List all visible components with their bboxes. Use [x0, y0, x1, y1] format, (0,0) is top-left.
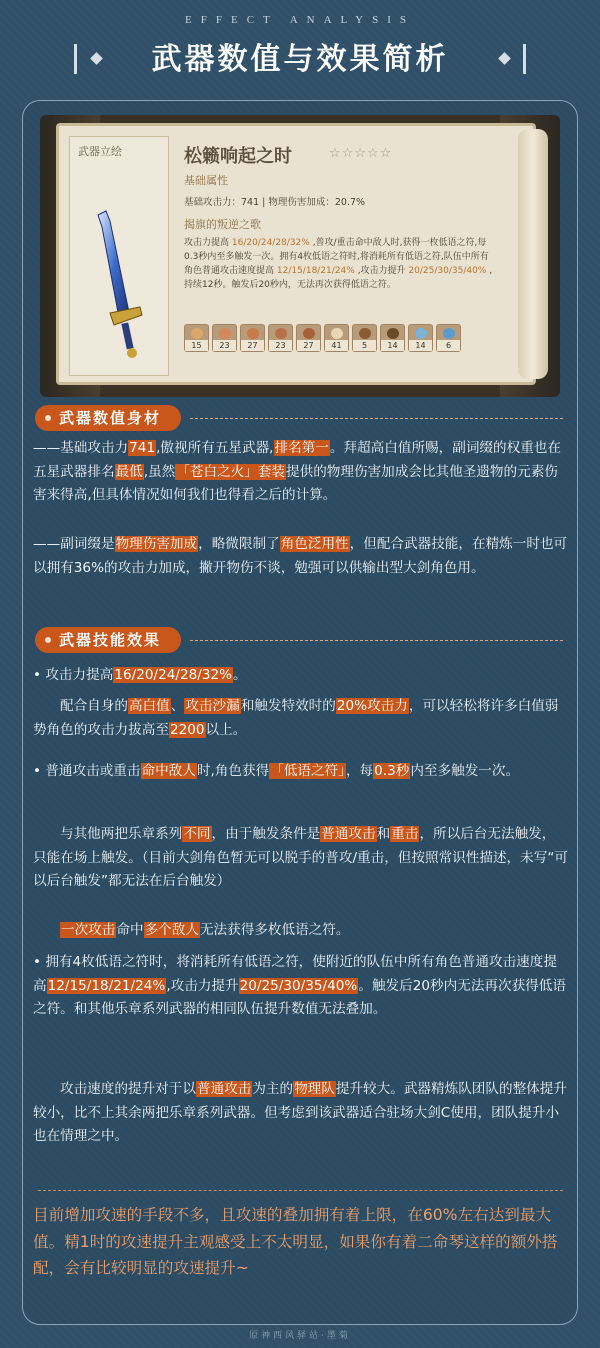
skill-title: 揭旗的叛逆之歌: [184, 218, 261, 231]
highlight-text: 高白值: [128, 698, 170, 714]
header: [0, 0, 600, 100]
material-icon: [359, 328, 371, 339]
highlight-text: 20%攻击力: [336, 698, 408, 714]
material-count: 5: [353, 340, 376, 351]
highlight-text: 多个敌人: [144, 922, 199, 938]
highlight-text: 16/20/24/28/32%: [114, 667, 233, 683]
body-text: ，略微限制了: [198, 536, 280, 552]
body-text: 命中: [116, 922, 144, 938]
body-text: 和: [376, 826, 391, 842]
material-slot: [324, 324, 349, 352]
material-slot: [380, 324, 405, 352]
section-title-numbers: 武器数值身材: [35, 405, 181, 431]
material-count: 14: [409, 340, 432, 351]
body-text: ，每: [345, 763, 374, 779]
material-count: 41: [325, 340, 348, 351]
highlight-text: 20/25/30/35/40%: [239, 977, 358, 994]
material-icon: [247, 328, 259, 339]
material-count: 6: [437, 340, 460, 351]
sword-icon: [80, 207, 160, 367]
material-count: 15: [185, 340, 208, 351]
highlight-text: 「低语之符」: [270, 763, 345, 779]
body-text: ,虽然: [143, 463, 176, 480]
material-slot: [408, 324, 433, 352]
material-slot: [268, 324, 293, 352]
scroll-roll: [518, 129, 548, 379]
highlight-text: 排名第一: [274, 440, 329, 456]
skill-point-2: [33, 760, 568, 784]
material-slot: [352, 324, 377, 352]
body-text: 和触发特效时的: [240, 698, 336, 714]
skill-text: ,攻击力提升: [354, 266, 409, 276]
body-text: 配合自身的: [60, 698, 128, 714]
material-icon: [219, 328, 231, 339]
body-text: ,傲视所有五星武器,: [156, 440, 274, 456]
body-text: 。: [233, 667, 247, 683]
section-line: [190, 640, 563, 641]
skill-text: ,普攻/重击命中敌人时,获得一枚低语之符,每0.3秒内至多触发一次。拥有4枚低语之符时,将消耗所有低语之符,队伍中所有角色普通攻击速度提高: [184, 238, 489, 276]
body-text: 时,角色获得: [196, 763, 270, 779]
summary-text: 目前增加攻速的手段不多，且攻速的叠加拥有着上限，在60%左右达到最大值。精1时的攻速提升主观感受上不太明显，如果你有着二命琴这样的额外搭配，会有比较明显的攻速提升~: [33, 1206, 558, 1277]
highlight-text: 「苍白之火」套装: [176, 463, 286, 480]
highlight-text: 12/15/18/21/24%: [47, 977, 166, 994]
material-list: [184, 324, 461, 352]
body-text: 内至多触发一次。: [410, 763, 520, 779]
body-text: ——基础攻击力: [33, 440, 129, 456]
page-title: 武器数值与效果简析: [151, 42, 449, 77]
highlight-text: 不同: [183, 826, 211, 842]
body-text: ，但配合武器技能，在精炼一时也可以拥有36%的攻击力加成，撇开物伤不谈，勉强可以供输出型大剑角色用。: [33, 536, 568, 576]
material-icon: [443, 328, 455, 339]
rarity-stars: ☆☆☆☆☆: [329, 146, 393, 161]
highlight-text: 741: [129, 440, 156, 456]
material-slot: [212, 324, 237, 352]
skill-value: 20/25/30/35/40%: [408, 266, 487, 276]
material-slot: [296, 324, 321, 352]
body-text: 、: [170, 698, 185, 714]
material-count: 27: [297, 340, 320, 351]
highlight-text: 普通攻击: [321, 826, 376, 842]
illustration-label: 武器立绘: [78, 145, 122, 158]
material-icon: [191, 328, 203, 339]
body-text: 以上。: [205, 721, 247, 738]
body-text: 提供的物理伤害加成会比其他圣遗物的元素伤害来得高,但具体情况如何我们也得看之后的计算。: [33, 463, 558, 504]
illustration-panel: [69, 136, 169, 376]
body-text: 攻击速度的提升对于以: [60, 1081, 196, 1097]
skill-value: 12/15/18/21/24%: [276, 266, 355, 276]
body-text: 与其他两把乐章系列: [60, 826, 183, 842]
weapon-name: 松籁响起之时: [184, 146, 292, 167]
material-icon: [415, 328, 427, 339]
skill-note-3: [33, 919, 568, 943]
paragraph-substat: [33, 533, 568, 580]
body-text: ，所以后台无法触发，只能在场上触发。（目前大剑角色暂无可以脱手的普攻/重击，但按照常识性描述，未写“可以后台触发”都无法在后台触发）: [33, 826, 568, 890]
body-text: ——副词缀是: [33, 536, 115, 552]
highlight-text: 普通攻击: [196, 1081, 252, 1097]
highlight-text: 一次攻击: [61, 922, 116, 938]
body-text: ，由于触发条件是: [211, 826, 321, 842]
skill-point-1: [33, 664, 568, 688]
body-text: 。触发后20秒内无法再次获得低语之符。和其他乐章系列武器的相同队伍提升数值无法叠加。: [33, 977, 566, 1018]
body-text: • 攻击力提高: [33, 667, 114, 683]
base-stats: 基础攻击力：741 | 物理伤害加成：20.7%: [184, 197, 366, 208]
highlight-text: 角色泛用性: [280, 536, 349, 552]
base-attr-title: 基础属性: [184, 174, 228, 187]
material-slot: [436, 324, 461, 352]
header-subtitle: EFFECT ANALYSIS: [185, 14, 415, 26]
body-text: • 普通攻击或重击: [33, 763, 141, 779]
body-text: 为主的: [252, 1081, 294, 1097]
footer-credit: 原神西风驿站·墨菊: [249, 1331, 351, 1341]
body-text: • 拥有4枚低语之符时，将消耗所有低语之符，使附近的队伍中所有角色普通攻击速度提高: [33, 954, 557, 994]
highlight-text: 命中敌人: [141, 763, 196, 779]
highlight-text: 重击: [391, 826, 419, 842]
skill-text: ,持续12秒。触发后20秒内，无法再次获得低语之符。: [184, 266, 493, 290]
deco-bar-right: [523, 44, 526, 74]
material-slot: [184, 324, 209, 352]
body-text: 。拜超高白值所赐，副词缀的权重也在五星武器排名: [33, 440, 561, 480]
skill-note-4: [33, 1078, 568, 1149]
highlight-text: 物理队: [294, 1081, 335, 1097]
section-title-skills: 武器技能效果: [35, 627, 181, 653]
body-text: 提升较大。武器精炼队团队的整体提升较小，比不上其余两把乐章系列武器。但考虑到该武器适合驻场大剑C使用，团队提升小也在情理之中。: [33, 1081, 567, 1145]
game-screenshot: [40, 115, 560, 397]
highlight-text: 最低: [115, 463, 143, 480]
body-text: 无法获得多枚低语之符。: [199, 922, 350, 938]
material-icon: [387, 328, 399, 339]
material-icon: [331, 328, 343, 339]
highlight-text: 物理伤害加成: [115, 536, 198, 552]
material-count: 27: [241, 340, 264, 351]
skill-value: 16/20/24/28/32%: [231, 238, 310, 248]
skill-note-2: [33, 823, 568, 894]
material-slot: [240, 324, 265, 352]
skill-text: 攻击力提高: [184, 238, 232, 248]
highlight-text: 0.3秒: [374, 763, 410, 779]
body-text: ，可以轻松将许多白值弱势角色的攻击力拔高至: [33, 698, 559, 738]
material-icon: [303, 328, 315, 339]
skill-note-1: [33, 695, 568, 742]
skill-point-3: [33, 951, 568, 1022]
section-line: [190, 418, 563, 419]
skill-description: [184, 236, 496, 292]
body-text: ,攻击力提升: [166, 977, 239, 994]
material-count: 14: [381, 340, 404, 351]
highlight-text: 攻击沙漏: [185, 698, 240, 714]
highlight-text: 2200: [169, 721, 205, 738]
weapon-paper: [56, 123, 536, 385]
material-count: 23: [213, 340, 236, 351]
paragraph-base-attack: [33, 437, 568, 508]
material-count: 23: [269, 340, 292, 351]
material-icon: [275, 328, 287, 339]
summary-divider: [38, 1190, 563, 1191]
